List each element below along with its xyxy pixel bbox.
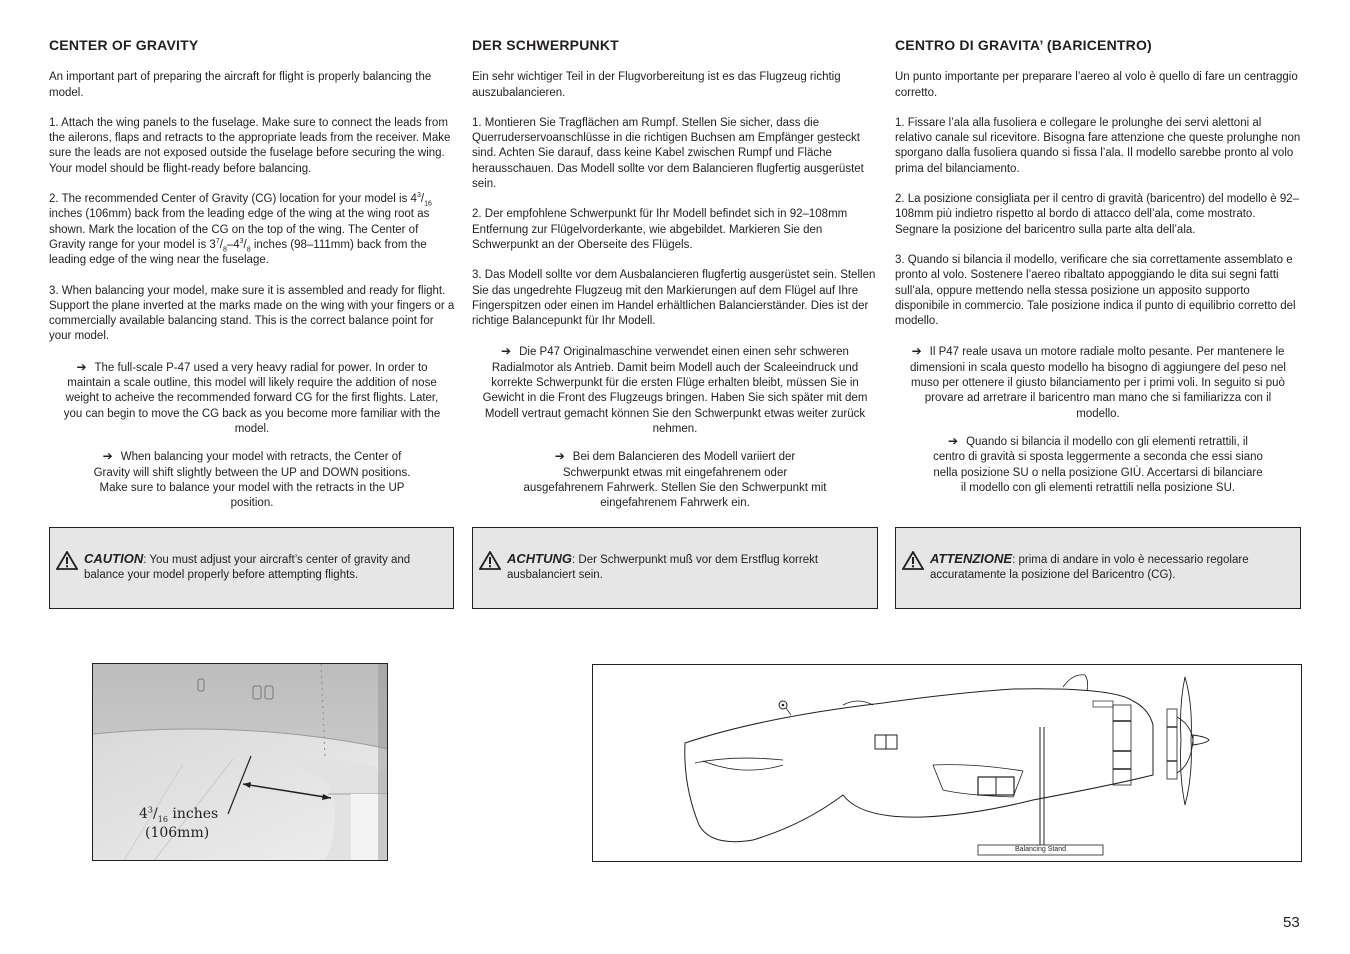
- caution-text: ACHTUNG: Der Schwerpunkt muß vor dem Erstflug korrekt ausbalanciert sein.: [507, 551, 819, 582]
- warning-triangle-icon: [56, 551, 78, 570]
- caution-box: [49, 527, 454, 609]
- step-3: 3. Quando si bilancia il modello, verificare che sia correttamente assemblato e pronto al volo. Sostenere l’aereo ribaltato appoggiando le dita sui segni fatti sull’ala, oppure mettendo nella stessa posizione un apposito supporto disponibile in commercio. Tale posizione indica il punto di equilibrio corretto del modello.: [895, 253, 1296, 328]
- arrow-right-icon: ➔: [911, 344, 922, 359]
- wing-root-photo: [92, 663, 388, 861]
- step-3: 3. Das Modell sollte vor dem Ausbalancieren flugfertig ausgerüstet sein. Stellen Sie das ungedrehte Flugzeug mit den Markierungen auf dem Flügel auf Ihre Fingerspitzen oder einen im Handel erhältlichen Balancierständer. Dies ist der richtige Balancepunkt für Ihr Modell.: [472, 269, 876, 328]
- balancing-diagram: [592, 664, 1302, 862]
- page-number: 53: [1283, 914, 1300, 931]
- intro-paragraph: An important part of preparing the aircraft for flight is properly balancing the model.: [49, 71, 432, 99]
- step-2: 2. The recommended Center of Gravity (CG) location for your model is $4^3/_{16}$ inches (106mm) back from the leading edge of the wing at the wing root as shown. Mark the location of the CG on the top of the wing. The Center of Gravity range for your model is $3^7/_8-4^3/_8$ inches (98–111mm) back from the leading edge of the wing near the fuselage.: [49, 192, 432, 267]
- column-english: [49, 38, 455, 523]
- caution-text: CAUTION: You must adjust your aircraft’s center of gravity and balance your model properly before attempting flights.: [84, 551, 411, 582]
- caution-box: [895, 527, 1301, 609]
- step-2: 2. La posizione consigliata per il centro di gravità (baricentro) del modello è 92–108mm più indietro rispetto al bordo di attacco dell’ala, come mostrato. Segnare la posizione del baricentro sulla parte alta dell’ala.: [895, 193, 1300, 236]
- balancing-stand-label: Balancing Stand: [1015, 846, 1066, 853]
- note-nose-weight: ➔ The full-scale P-47 used a very heavy radial for power. In order to maintain a scale outline, this model will likely require the addition of nose weight to acheive the recommended forward CG for the first flights. Later, you can begin to move the CG back as you become more familiar with the model.: [63, 359, 441, 435]
- step-1: 1. Fissare l’ala alla fusoliera e collegare le prolunghe dei servi alettoni al relativo canale sul ricevitore. Bisogna fare attenzione che queste prolunghe non sporgano dalla fusoliera quando si fissa l’ala. Il modello sarebbe pronto al volo prima del bilanciamento.: [895, 116, 1301, 175]
- arrow-right-icon: ➔: [501, 344, 512, 359]
- note-retracts: ➔ When balancing your model with retracts, the Center of Gravity will shift slightly between the UP and DOWN positions. Make sure to balance your model with the retracts in the UP position.: [93, 449, 411, 510]
- step-1: 1. Montieren Sie Tragflächen am Rumpf. Stellen Sie sicher, dass die Querruderservoanschlüsse in die richtigen Buchsen am Empfänger gesteckt sind. Achten Sie darauf, dass keine Kabel zwischen Rumpf und Fläche herausschauen. Das Modell sollte vor dem Balancieren flugfertig ausgerüstet sein.: [472, 116, 864, 191]
- caution-text: ATTENZIONE: prima di andare in volo è necessario regolare accuratamente la posizione del Baricentro (CG).: [930, 551, 1249, 582]
- step-2: 2. Der empfohlene Schwerpunkt für Ihr Modell befindet sich in 92–108mm Entfernung zur Flügelvorderkante, wie abgebildet. Markieren Sie den Schwerpunkt an der Oberseite des Flügels.: [472, 208, 848, 251]
- intro-paragraph: Ein sehr wichtiger Teil in der Flugvorbereitung ist es das Flugzeug richtig auszubalancieren.: [472, 71, 841, 99]
- warning-triangle-icon: [902, 551, 924, 570]
- measurement-label: $4^3/_{16}$ inches (106mm): [139, 805, 219, 841]
- column-german: [472, 38, 878, 523]
- section-heading: CENTRO DI GRAVITA’ (BARICENTRO): [895, 37, 1152, 53]
- intro-paragraph: Un punto importante per preparare l’aereo al volo è quello di fare un centraggio corretto.: [895, 71, 1298, 99]
- section-heading: CENTER OF GRAVITY: [49, 37, 199, 53]
- note-retracts: ➔ Quando si bilancia il modello con gli elementi retrattili, il centro di gravità si sposta leggermente a seconda che essi siano nella posizione SU o nella posizione GIÙ. Accertarsi di bilanciare il modello con gli elementi retrattili nella posizione SU.: [933, 433, 1263, 494]
- step-3: 3. When balancing your model, make sure it is assembled and ready for flight. Support the plane inverted at the marks made on the wing with your fingers or a commercially available balancing stand. This is the correct balance point for your model.: [49, 284, 455, 343]
- arrow-right-icon: ➔: [948, 433, 959, 448]
- arrow-right-icon: ➔: [76, 359, 87, 374]
- note-nose-weight: ➔ Il P47 reale usava un motore radiale molto pesante. Per mantenere le dimensioni in scala questo modello ha bisogno di aggiungere del peso nel muso per ottenere il giusto bilanciamento per i primi voli. In seguito si può provare ad arretrare il baricentro man mano che si familiarizza con il modello.: [910, 344, 1286, 420]
- section-heading: DER SCHWERPUNKT: [472, 37, 619, 53]
- wing-root-image: [93, 664, 388, 861]
- caution-box: [472, 527, 878, 609]
- column-italian: [895, 38, 1301, 508]
- step-1: 1. Attach the wing panels to the fuselage. Make sure to connect the leads from the ailerons, flaps and retracts to the appropriate leads from the receiver. Make sure the leads are not exposed outside the fuselage before securing the wing. Your model should be flight-ready before balancing.: [49, 116, 451, 175]
- arrow-right-icon: ➔: [102, 449, 113, 464]
- warning-triangle-icon: [479, 551, 501, 570]
- note-nose-weight: ➔ Die P47 Originalmaschine verwendet einen einen sehr schweren Radialmotor als Antrieb. Damit beim Modell auch der Scaleeindruck und korrekte Schwerpunkt für die ersten Flüge erhalten bleibt, müssen Sie in Gewicht in die Front des Flugzeugs bringen. Haben Sie sich später mit dem Modell vertraut gemacht können Sie den Schwerpunkt etwas weiter zurück nehmen.: [482, 344, 868, 435]
- aircraft-outline: [593, 665, 1302, 862]
- note-retracts: ➔ Bei dem Balancieren des Modell variiert der Schwerpunkt etwas mit eingefahrenem oder ausgefahrenem Fahrwerk. Stellen Sie den Schwerpunkt mit eingefahrenem Fahrwerk ein.: [523, 449, 827, 510]
- arrow-right-icon: ➔: [554, 449, 565, 464]
